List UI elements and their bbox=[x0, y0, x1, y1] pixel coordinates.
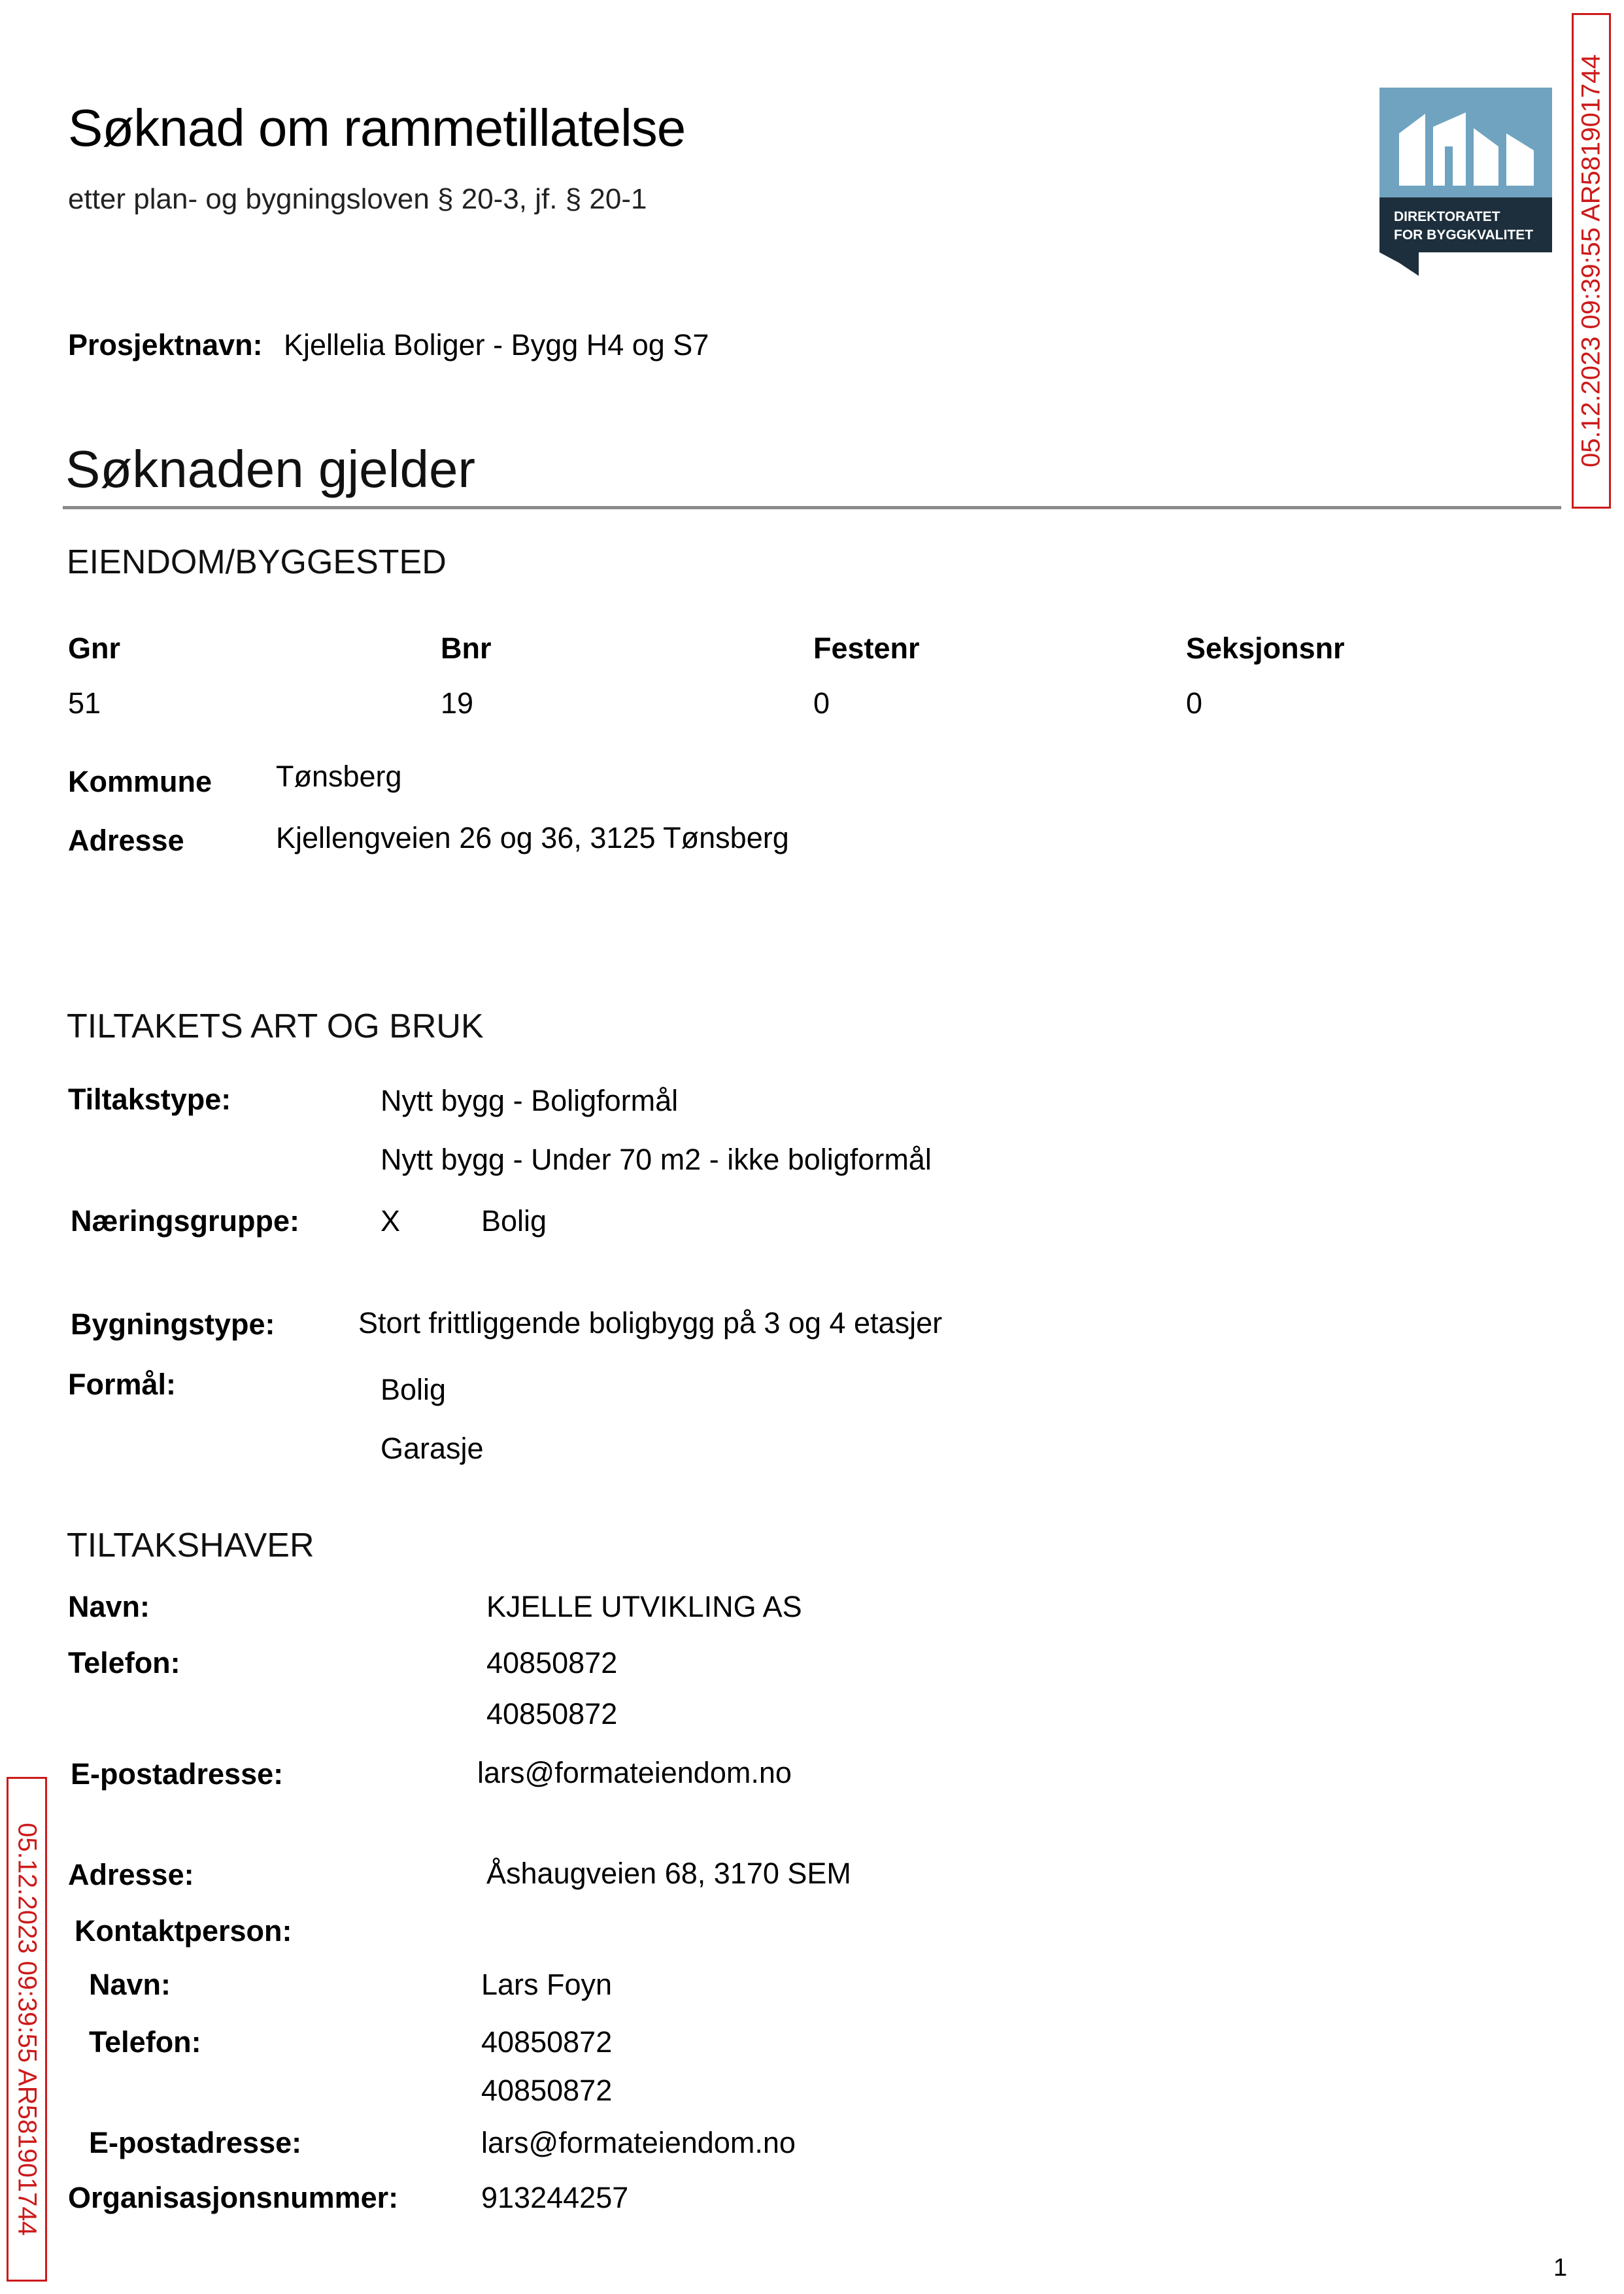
contact-heading: Kontaktperson: bbox=[75, 1914, 292, 1948]
owner-telefon-value-2: 40850872 bbox=[486, 1697, 618, 1730]
contact-telefon-label: Telefon: bbox=[89, 2025, 201, 2059]
contact-telefon-value-1: 40850872 bbox=[481, 2025, 613, 2059]
naeringsgruppe-value: Bolig bbox=[481, 1204, 547, 1238]
naeringsgruppe-code: X bbox=[381, 1204, 401, 1238]
stamp-text-right: 05.12.2023 09:39:55 AR581901744 bbox=[1576, 54, 1606, 467]
bnr-value: 19 bbox=[441, 686, 474, 720]
bygningstype-label: Bygningstype: bbox=[71, 1307, 275, 1341]
stamp-box-left bbox=[7, 1777, 47, 2282]
adresse-value: Kjellengveien 26 og 36, 3125 Tønsberg bbox=[276, 821, 789, 854]
section-divider bbox=[63, 506, 1561, 509]
formal-value-1: Bolig bbox=[381, 1373, 447, 1406]
kommune-value: Tønsberg bbox=[276, 760, 402, 793]
tiltakstype-label: Tiltakstype: bbox=[68, 1083, 231, 1116]
stamp-text-left: 05.12.2023 09:39:55 AR581901744 bbox=[12, 1823, 42, 2236]
kommune-label: Kommune bbox=[68, 765, 212, 798]
owner-epost-value[interactable]: lars@formateiendom.no bbox=[477, 1756, 792, 1789]
dibk-logo bbox=[1379, 88, 1552, 276]
owner-telefon-label: Telefon: bbox=[68, 1646, 180, 1679]
festenr-label: Festenr bbox=[813, 632, 920, 665]
stamp-box-right bbox=[1572, 13, 1611, 509]
bygningstype-value: Stort frittliggende boligbygg på 3 og 4 etasjer bbox=[358, 1306, 943, 1340]
property-heading: EIENDOM/BYGGESTED bbox=[67, 543, 447, 581]
contact-navn-label: Navn: bbox=[89, 1968, 171, 2001]
festenr-value: 0 bbox=[813, 686, 830, 720]
contact-telefon-value-2: 40850872 bbox=[481, 2074, 613, 2107]
tiltakstype-value-1: Nytt bygg - Boligformål bbox=[381, 1084, 679, 1117]
seksjonsnr-label: Seksjonsnr bbox=[1186, 632, 1345, 665]
logo-text-2: FOR BYGGKVALITET bbox=[1394, 228, 1534, 243]
contact-epost-label: E-postadresse: bbox=[89, 2126, 302, 2159]
owner-heading: TILTAKSHAVER bbox=[67, 1527, 314, 1564]
owner-adresse-label: Adresse: bbox=[68, 1858, 194, 1891]
logo-text-1: DIREKTORATET bbox=[1394, 209, 1500, 224]
dibk-logo-icon bbox=[1379, 88, 1552, 276]
owner-telefon-value-1: 40850872 bbox=[486, 1646, 618, 1679]
bnr-label: Bnr bbox=[441, 632, 492, 665]
owner-navn-value: KJELLE UTVIKLING AS bbox=[486, 1590, 802, 1623]
orgnr-label: Organisasjonsnummer: bbox=[68, 2181, 399, 2214]
orgnr-value: 913244257 bbox=[481, 2181, 629, 2214]
owner-adresse-value: Åshaugveien 68, 3170 SEM bbox=[486, 1857, 851, 1890]
seksjonsnr-value: 0 bbox=[1186, 686, 1203, 720]
formal-value-2: Garasje bbox=[381, 1432, 484, 1465]
owner-navn-label: Navn: bbox=[68, 1590, 150, 1623]
measure-heading: TILTAKETS ART OG BRUK bbox=[67, 1007, 484, 1045]
adresse-label: Adresse bbox=[68, 824, 184, 857]
contact-epost-value[interactable]: lars@formateiendom.no bbox=[481, 2126, 796, 2159]
page-number: 1 bbox=[1553, 2254, 1568, 2282]
owner-epost-label: E-postadresse: bbox=[71, 1757, 284, 1791]
gnr-value: 51 bbox=[68, 686, 101, 720]
project-value: Kjellelia Boliger - Bygg H4 og S7 bbox=[284, 328, 709, 362]
section-title: Søknaden gjelder bbox=[65, 440, 476, 498]
project-label: Prosjektnavn: bbox=[68, 328, 263, 362]
tiltakstype-value-2: Nytt bygg - Under 70 m2 - ikke boligformål bbox=[381, 1143, 932, 1176]
contact-navn-value: Lars Foyn bbox=[481, 1968, 613, 2001]
naeringsgruppe-label: Næringsgruppe: bbox=[71, 1204, 300, 1238]
page-subtitle: etter plan- og bygningsloven § 20-3, jf. § 20-1 bbox=[68, 183, 647, 215]
gnr-label: Gnr bbox=[68, 632, 121, 665]
page-title: Søknad om rammetillatelse bbox=[68, 99, 686, 157]
formal-label: Formål: bbox=[68, 1368, 177, 1401]
